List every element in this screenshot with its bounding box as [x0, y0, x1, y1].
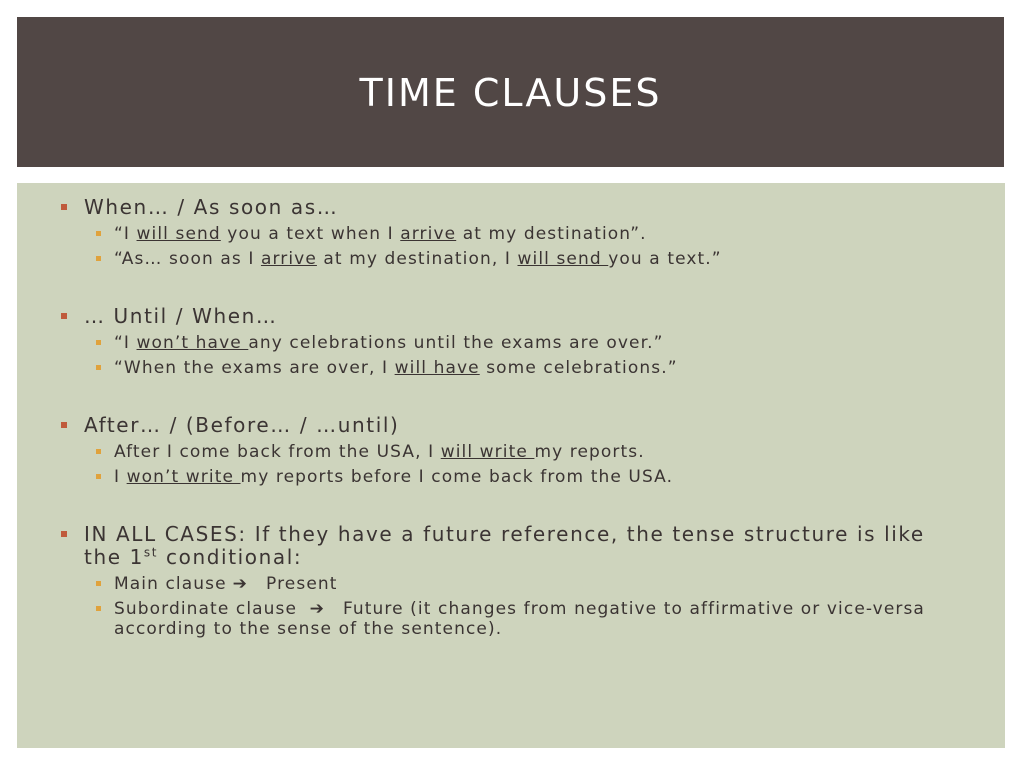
bullet-section-2: [17, 305, 1005, 378]
bullet-section-1: [17, 196, 1005, 269]
underlined-verb: arrive: [400, 224, 457, 244]
text: After I come back from the USA, I: [114, 442, 441, 462]
sub-bullet-marker: [96, 449, 101, 454]
text: “As… soon as I: [114, 249, 261, 269]
text: you a text when I: [220, 224, 401, 244]
text: Present: [266, 574, 338, 594]
section-heading: [17, 414, 1005, 437]
sub-bullet-marker: [96, 474, 101, 479]
heading-text: … Until / When…: [84, 304, 278, 328]
heading-text: conditional:: [158, 545, 303, 569]
sub-bullet-marker: [96, 256, 101, 261]
slide-content: [17, 183, 1005, 748]
bullet-marker: [61, 422, 67, 428]
text: my reports before I come back from the USA.: [240, 467, 674, 487]
underlined-verb: won’t have: [136, 333, 249, 353]
text: at my destination”.: [456, 224, 647, 244]
text: “I: [114, 224, 137, 244]
bullet-marker: [61, 313, 67, 319]
heading-text: IN ALL CASES: If they have a future reference, the tense structure is like the 1: [84, 522, 925, 569]
sub-bullet-marker: [96, 231, 101, 236]
text: my reports.: [534, 442, 645, 462]
sub-bullet-marker: [96, 340, 101, 345]
superscript: st: [143, 545, 159, 560]
text: at my destination, I: [316, 249, 518, 269]
underlined-verb: will send: [136, 224, 221, 244]
bullet-marker: [61, 204, 67, 210]
heading-text: After… / (Before… / …until): [84, 413, 400, 437]
bullet-section-4: [17, 523, 1005, 639]
section-heading: [17, 196, 1005, 219]
title-bar: [17, 17, 1004, 167]
text: some celebrations.”: [479, 358, 678, 378]
sub-bullet: [17, 224, 1005, 244]
underlined-verb: will write: [440, 442, 535, 462]
section-heading: [17, 305, 1005, 328]
underlined-verb: won’t write: [126, 467, 241, 487]
slide-title: TIME CLAUSES: [359, 71, 662, 115]
sub-bullet-marker: [96, 581, 101, 586]
sub-bullet-marker: [96, 365, 101, 370]
text: “I: [114, 333, 137, 353]
sub-bullet: [17, 442, 1005, 462]
sub-bullet: [17, 574, 1005, 594]
text: you a text.”: [608, 249, 722, 269]
text: Future (it changes from negative to affirmative or vice-versa according to the sense of the sentence).: [114, 599, 925, 639]
bullet-section-3: [17, 414, 1005, 487]
text: Subordinate clause: [114, 599, 304, 619]
sub-bullet: [17, 358, 1005, 378]
arrow-icon: ➔: [309, 599, 325, 619]
heading-text: When… / As soon as…: [84, 195, 339, 219]
text: any celebrations until the exams are over.”: [248, 333, 664, 353]
text: I: [114, 467, 127, 487]
sub-bullet-marker: [96, 606, 101, 611]
text: Main clause: [114, 574, 227, 594]
underlined-verb: will have: [394, 358, 480, 378]
arrow-icon: ➔: [232, 574, 249, 594]
sub-bullet: [17, 599, 1005, 639]
sub-bullet: [17, 467, 1005, 487]
section-heading: [17, 523, 1005, 569]
sub-bullet: [17, 333, 1005, 353]
underlined-verb: arrive: [260, 249, 317, 269]
bullet-marker: [61, 531, 67, 537]
sub-bullet: [17, 249, 1005, 269]
underlined-verb: will send: [517, 249, 609, 269]
text: “When the exams are over, I: [114, 358, 395, 378]
